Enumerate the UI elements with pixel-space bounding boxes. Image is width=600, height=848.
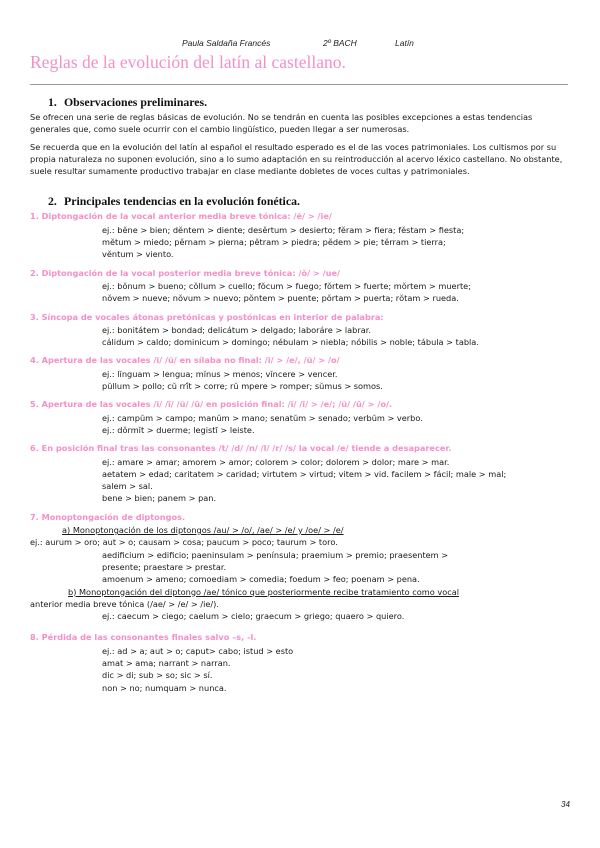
document-body — [30, 95, 575, 694]
example-line: ej.: bŏnum > bueno; cŏllum > cuello; fŏcum > fuego; fŏrtem > fuerte; mŏrtem > muerte; — [102, 280, 471, 291]
rule-7a-examples — [30, 549, 575, 586]
rule-5-title: 5. Apertura de las vocales /ĭ/ /ī/ /ŭ/ /ū/ en posición final: /ĭ/ /ī/ > /e/; /ŭ/ /ū/ > /o/. — [30, 399, 393, 410]
header-subject: Latín — [395, 38, 414, 48]
example-line: bene > bien; panem > pan. — [102, 493, 217, 504]
header-course: 2º BACH — [323, 38, 357, 48]
rule-7a-first-example: ej.: aurum > oro; aut > o; causam > cosa; paucum > poco; taurum > toro. — [30, 537, 338, 548]
rule-4-title: 4. Apertura de las vocales /ĭ/ /ŭ/ en sílaba no final: /ĭ/ > /e/, /ŭ/ > /o/ — [30, 355, 340, 366]
rule-4-examples — [30, 368, 575, 393]
example-line: ej.: ad > a; aut > o; caput> cabo; istud > esto — [102, 645, 294, 656]
example-line: aedificium > edificio; paeninsulam > península; praemium > premio; praesentem > — [102, 549, 449, 560]
rule-7-title: 7. Monoptongación de diptongos. — [30, 511, 186, 522]
section-1-heading — [48, 95, 575, 109]
section-2-title: Principales tendencias en la evolución fonética. — [64, 194, 300, 209]
section-2-heading — [48, 194, 575, 208]
rule-7b-subtitle: b) Monoptongación del diptongo /ae/ tónico que posteriormente recibe tratamiento como vocal — [68, 586, 460, 597]
example-line: pŭllum > pollo; cŭ rrĭ́t > corre; rŭ mpere > romper; sŭmus > somos. — [102, 381, 383, 392]
rule-6-title: 6. En posición final tras las consonantes /t/ /d/ /n/ /l/ /r/ /s/ la vocal /e/ tiende a desaparecer. — [30, 443, 452, 454]
rule-5-examples — [30, 412, 575, 437]
example-line: nŏvem > nueve; nŏvum > nuevo; pŏntem > puente; pŏrtam > puerta; rŏtam > rueda. — [102, 293, 459, 304]
example-line: vĕntum > viento. — [102, 249, 174, 260]
rule-7a-subtitle: a) Monoptongación de los diptongos /au/ > /o/, /ae/ > /e/ y /oe/ > /e/ — [62, 525, 344, 536]
page-header — [182, 38, 414, 48]
section-1-paragraph-2: Se recuerda que en la evolución del latín al español el resultado esperado es el de las voces patrimoniales. Los cultismos por su propia naturaleza no suponen evolución, sino a lo sumo adaptación en su reintroducción al acervo léxico castellano. No obstante, suele resultar sumamente productivo trabajar en clase mediante dobletes de voces cultas y patrimoniales. — [30, 141, 563, 177]
rule-7b-subtitle-cont: anterior media breve tónica (/ae/ > /e/ > /ie/). — [30, 598, 219, 609]
section-1-number: 1. — [48, 95, 57, 109]
example-line: amoenum > ameno; comoediam > comedia; foedum > feo; poenam > pena. — [102, 574, 420, 585]
example-line: ej.: dŏrmĭt > duerme; legistī > leiste. — [102, 424, 255, 435]
example-line: ej.: lĭnguam > lengua; mĭnus > menos; vĭncere > vencer. — [102, 368, 338, 379]
example-line: amat > ama; narrant > narran. — [102, 657, 231, 668]
example-line: dic > di; sub > so; sic > sí. — [102, 670, 213, 681]
section-1-paragraph-1: Se ofrecen una serie de reglas básicas de evolución. No se tendrán en cuenta las posibles excepciones a estas tendencias generales que, como suele ocurrir con el cambio lingüístico, pueden llegar a ser numerosas. — [30, 112, 533, 135]
example-line: cálidum > caldo; dominicum > domingo; nébulam > niebla; nóbilis > noble; tábula > tabla. — [102, 337, 479, 348]
example-line: salem > sal. — [102, 481, 153, 492]
rule-3-title: 3. Síncopa de vocales átonas pretónicas y postónicas en interior de palabra: — [30, 311, 384, 322]
page-title: Reglas de la evolución del latín al castellano. — [30, 52, 346, 72]
example-line: ej.: bĕne > bien; dĕntem > diente; desĕrtum > desierto; fĕram > fiera; fĕstam > fiesta; — [102, 224, 465, 235]
section-2-number: 2. — [48, 194, 57, 209]
example-line: ej.: caecum > ciego; caelum > cielo; graecum > griego; quaero > quiero. — [102, 611, 405, 622]
rule-8-examples — [30, 645, 575, 694]
page-number: 34 — [561, 800, 570, 809]
example-line: aetatem > edad; caritatem > caridad; virtutem > virtud; vitem > vid. facilem > fácil; male > mal; — [102, 468, 507, 479]
example-line: mĕtum > miedo; pĕrnam > pierna; pĕtram > piedra; pĕdem > pie; tĕrram > tierra; — [102, 237, 446, 248]
rule-2-examples — [30, 280, 575, 305]
rule-2-title: 2. Diptongación de la vocal posterior media breve tónica: /ŏ/ > /ue/ — [30, 267, 340, 278]
title-divider — [30, 84, 568, 85]
rule-6-examples — [30, 456, 575, 505]
example-line: ej.: campŭm > campo; manŭm > mano; senatŭm > senado; verbŭm > verbo. — [102, 412, 423, 423]
header-author: Paula Saldaña Francés — [182, 38, 271, 48]
rule-8-title: 8. Pérdida de las consonantes finales salvo –s, -l. — [30, 632, 257, 643]
rule-3-examples — [30, 324, 575, 349]
rule-1-title: 1. Diptongación de la vocal anterior media breve tónica: /ĕ/ > /ie/ — [30, 211, 332, 222]
example-line: non > no; numquam > nunca. — [102, 682, 227, 693]
example-line: ej.: amare > amar; amorem > amor; colorem > color; dolorem > dolor; mare > mar. — [102, 456, 450, 467]
example-line: presente; praestare > prestar. — [102, 561, 227, 572]
example-line: ej.: bonitátem > bondad; delicátum > delgado; laboráre > labrar. — [102, 324, 371, 335]
rule-7b-examples — [30, 610, 575, 622]
section-1-title: Observaciones preliminares. — [64, 95, 208, 109]
rule-1-examples — [30, 224, 575, 261]
